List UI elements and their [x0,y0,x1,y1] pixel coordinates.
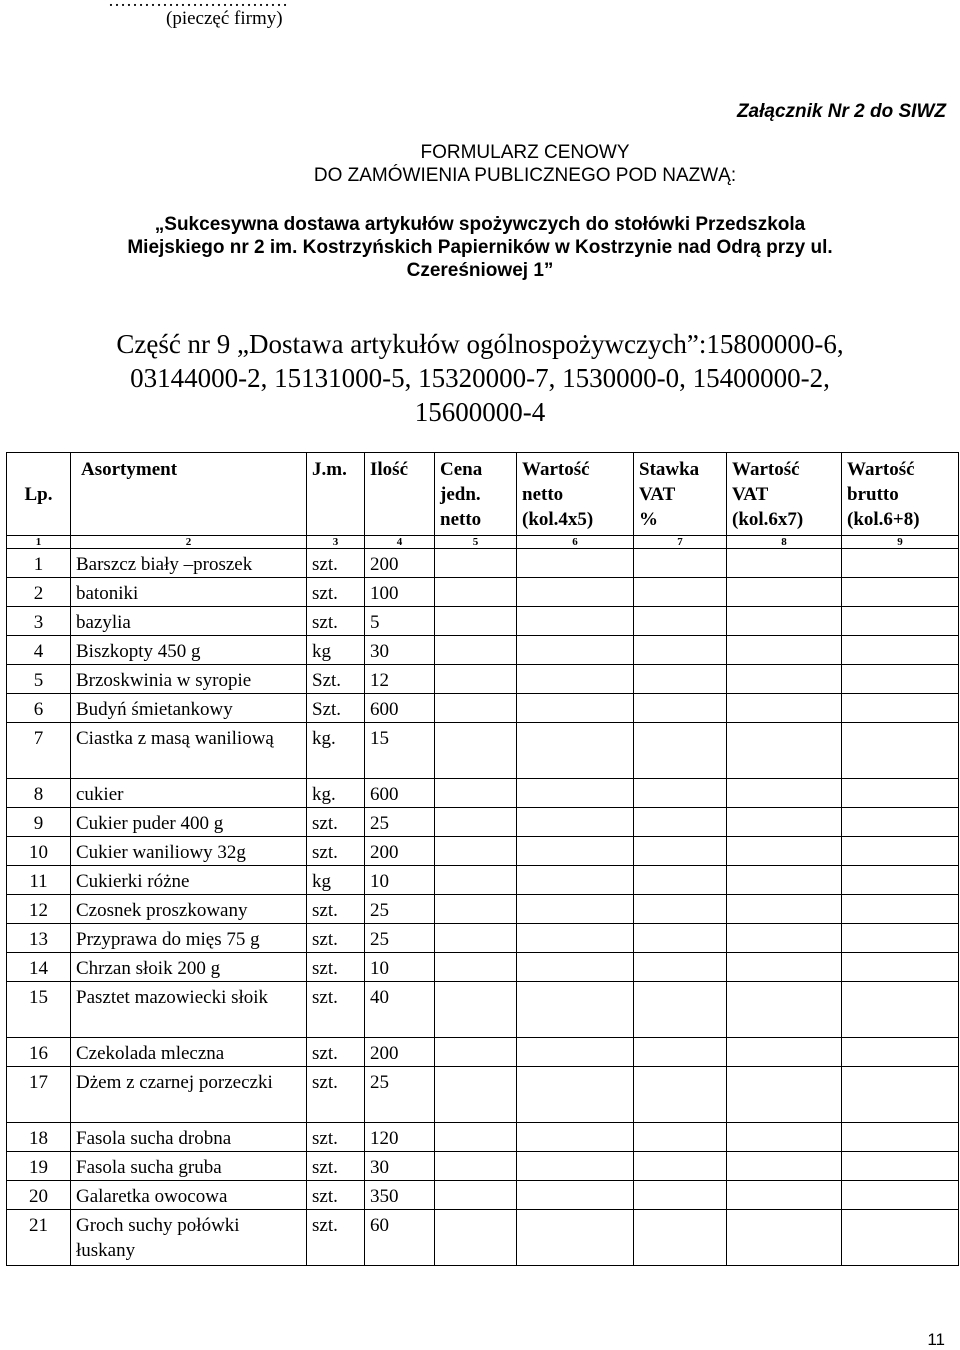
row-lp: 19 [7,1152,71,1181]
part-heading [80,327,880,429]
row-vat-rate [634,723,727,779]
row-vat-value [727,1210,842,1266]
stamp-dots: ………………………… [108,0,288,10]
row-qty: 25 [365,1067,435,1123]
row-gross-value [842,808,959,837]
row-vat-rate [634,665,727,694]
row-lp: 15 [7,982,71,1038]
header-asortyment: Asortyment [71,453,307,536]
row-vat-value [727,866,842,895]
header-line: Wartość [847,459,915,480]
row-gross-value [842,924,959,953]
header-wartosc-netto [517,453,634,536]
header-jm: J.m. [307,453,365,536]
row-unit: szt. [307,837,365,866]
row-vat-rate [634,636,727,665]
row-vat-value [727,837,842,866]
form-title-line: DO ZAMÓWIENIA PUBLICZNEGO POD NAZWĄ: [313,165,737,186]
row-vat-rate [634,1123,727,1152]
row-lp: 5 [7,665,71,694]
column-number: 7 [634,536,727,549]
row-gross-value [842,665,959,694]
header-line: brutto [847,484,899,505]
row-vat-value [727,665,842,694]
table-row [7,1038,959,1067]
row-name: Galaretka owocowa [71,1181,307,1210]
table-row [7,953,959,982]
row-name: Fasola sucha drobna [71,1123,307,1152]
row-net-value [517,665,634,694]
header-cena [435,453,517,536]
row-unit-price [435,953,517,982]
row-lp: 20 [7,1181,71,1210]
row-unit: kg. [307,723,365,779]
header-line: Cena [440,459,483,480]
row-qty: 200 [365,1038,435,1067]
row-unit-price [435,1152,517,1181]
row-unit-price [435,1067,517,1123]
table-row [7,694,959,723]
row-net-value [517,866,634,895]
column-number: 1 [7,536,71,549]
row-lp: 11 [7,866,71,895]
row-lp: 18 [7,1123,71,1152]
row-unit: szt. [307,1152,365,1181]
header-line: netto [522,484,564,505]
header-line: netto [440,509,482,530]
row-qty: 30 [365,636,435,665]
row-net-value [517,578,634,607]
header-wartosc-brutto [842,453,959,536]
row-vat-value [727,895,842,924]
form-title [0,141,960,187]
column-number-row [7,536,959,549]
row-net-value [517,1181,634,1210]
row-qty: 25 [365,808,435,837]
header-ilosc: Ilość [365,453,435,536]
row-lp: 3 [7,607,71,636]
row-gross-value [842,1210,959,1266]
row-net-value [517,636,634,665]
row-net-value [517,723,634,779]
row-unit: szt. [307,1181,365,1210]
row-unit: szt. [307,808,365,837]
row-unit: szt. [307,549,365,578]
row-qty: 60 [365,1210,435,1266]
table-row [7,578,959,607]
row-unit: kg [307,636,365,665]
row-unit: szt. [307,1210,365,1266]
row-gross-value [842,1067,959,1123]
page-number: 11 [927,1330,945,1349]
table-row [7,808,959,837]
row-unit: szt. [307,578,365,607]
row-qty: 12 [365,665,435,694]
row-gross-value [842,982,959,1038]
row-name: Budyń śmietankowy [71,694,307,723]
row-gross-value [842,866,959,895]
row-unit-price [435,665,517,694]
row-vat-value [727,1123,842,1152]
row-qty: 30 [365,1152,435,1181]
row-name: Pasztet mazowiecki słoik [71,982,307,1038]
table-row [7,1210,959,1266]
row-lp: 21 [7,1210,71,1266]
table-row [7,1067,959,1123]
table-row [7,1181,959,1210]
row-name: Dżem z czarnej porzeczki [71,1067,307,1123]
row-name: batoniki [71,578,307,607]
row-net-value [517,1152,634,1181]
header-line: jedn. [440,484,481,505]
row-vat-value [727,779,842,808]
header-line: (kol.4x5) [522,509,594,530]
subject-line: Miejskiego nr 2 im. Kostrzyńskich Papierników w Kostrzynie nad Odrą przy ul. [127,237,833,258]
row-net-value [517,982,634,1038]
row-name: cukier [71,779,307,808]
row-unit-price [435,924,517,953]
row-vat-rate [634,895,727,924]
row-net-value [517,1038,634,1067]
row-name: bazylia [71,607,307,636]
row-name: Biszkopty 450 g [71,636,307,665]
row-lp: 6 [7,694,71,723]
row-gross-value [842,549,959,578]
row-qty: 25 [365,924,435,953]
row-name: Czosnek proszkowany [71,895,307,924]
row-lp: 8 [7,779,71,808]
row-vat-value [727,982,842,1038]
column-number: 2 [71,536,307,549]
table-row [7,779,959,808]
row-name: Chrzan słoik 200 g [71,953,307,982]
row-net-value [517,1067,634,1123]
header-line: VAT [732,484,769,505]
row-unit-price [435,982,517,1038]
table-row [7,924,959,953]
header-line: Wartość [522,459,590,480]
row-vat-rate [634,1038,727,1067]
header-line: Wartość [732,459,800,480]
row-unit-price [435,549,517,578]
row-vat-rate [634,694,727,723]
table-row [7,636,959,665]
row-gross-value [842,1038,959,1067]
company-stamp-label: (pieczęć firmy) [166,8,283,29]
row-qty: 10 [365,866,435,895]
row-lp: 2 [7,578,71,607]
row-net-value [517,1210,634,1266]
row-vat-value [727,549,842,578]
row-net-value [517,808,634,837]
row-net-value [517,1123,634,1152]
row-gross-value [842,1123,959,1152]
row-name: Barszcz biały –proszek [71,549,307,578]
row-gross-value [842,723,959,779]
row-unit-price [435,1123,517,1152]
row-unit-price [435,723,517,779]
row-vat-rate [634,1067,727,1123]
row-unit: kg. [307,779,365,808]
row-lp: 1 [7,549,71,578]
row-lp: 13 [7,924,71,953]
annex-label: Załącznik Nr 2 do SIWZ [736,101,946,122]
row-qty: 15 [365,723,435,779]
row-qty: 600 [365,694,435,723]
header-line: (kol.6+8) [847,509,920,530]
row-vat-rate [634,607,727,636]
row-qty: 200 [365,837,435,866]
row-gross-value [842,953,959,982]
row-net-value [517,924,634,953]
table-row [7,837,959,866]
row-unit: szt. [307,607,365,636]
row-net-value [517,694,634,723]
column-number: 3 [307,536,365,549]
row-name: Cukierki różne [71,866,307,895]
row-net-value [517,607,634,636]
row-net-value [517,895,634,924]
row-gross-value [842,1181,959,1210]
row-unit-price [435,694,517,723]
row-vat-rate [634,1152,727,1181]
row-vat-rate [634,808,727,837]
header-wartosc-vat [727,453,842,536]
row-net-value [517,953,634,982]
row-vat-rate [634,982,727,1038]
row-lp: 10 [7,837,71,866]
row-name: Fasola sucha gruba [71,1152,307,1181]
table-header-row [7,453,959,536]
form-title-line: FORMULARZ CENOWY [420,142,630,163]
column-number: 6 [517,536,634,549]
row-qty: 120 [365,1123,435,1152]
row-gross-value [842,837,959,866]
row-gross-value [842,694,959,723]
row-unit-price [435,607,517,636]
row-qty: 350 [365,1181,435,1210]
row-net-value [517,549,634,578]
row-unit: szt. [307,953,365,982]
row-unit-price [435,578,517,607]
row-unit: szt. [307,924,365,953]
row-vat-value [727,953,842,982]
row-unit-price [435,1038,517,1067]
row-name: Czekolada mleczna [71,1038,307,1067]
row-vat-rate [634,1181,727,1210]
row-vat-value [727,1067,842,1123]
row-vat-value [727,607,842,636]
header-line: Stawka [639,459,700,480]
row-vat-rate [634,779,727,808]
header-line: (kol.6x7) [732,509,804,530]
row-vat-rate [634,953,727,982]
row-name: Brzoskwinia w syropie [71,665,307,694]
row-unit-price [435,1210,517,1266]
header-line: VAT [639,484,676,505]
row-vat-value [727,924,842,953]
row-unit: szt. [307,1038,365,1067]
row-unit-price [435,837,517,866]
table-row [7,549,959,578]
row-qty: 200 [365,549,435,578]
row-qty: 5 [365,607,435,636]
row-qty: 40 [365,982,435,1038]
row-vat-value [727,636,842,665]
row-vat-value [727,808,842,837]
table-row [7,665,959,694]
row-net-value [517,837,634,866]
part-line: Część nr 9 „Dostawa artykułów ogólnospożywczych”:15800000-6, [116,329,844,359]
row-unit-price [435,1181,517,1210]
row-unit-price [435,636,517,665]
table-row [7,607,959,636]
row-vat-value [727,578,842,607]
table-row [7,866,959,895]
row-unit-price [435,808,517,837]
subject-line: „Sukcesywna dostawa artykułów spożywczych do stołówki Przedszkola [154,214,806,235]
row-gross-value [842,578,959,607]
row-gross-value [842,636,959,665]
row-gross-value [842,895,959,924]
row-lp: 14 [7,953,71,982]
row-vat-rate [634,866,727,895]
column-number: 4 [365,536,435,549]
row-vat-rate [634,1210,727,1266]
row-qty: 100 [365,578,435,607]
row-vat-rate [634,837,727,866]
row-qty: 10 [365,953,435,982]
row-unit: szt. [307,895,365,924]
row-qty: 600 [365,779,435,808]
header-line: % [639,509,658,530]
table-row [7,723,959,779]
row-vat-rate [634,924,727,953]
row-vat-rate [634,578,727,607]
row-unit: szt. [307,982,365,1038]
row-vat-value [727,694,842,723]
row-unit-price [435,779,517,808]
row-name: Groch suchy połówki łuskany [71,1210,307,1266]
order-subject [0,213,960,282]
row-name: Ciastka z masą waniliową [71,723,307,779]
row-net-value [517,779,634,808]
subject-line: Czereśniowej 1” [406,260,554,281]
row-name: Przyprawa do mięs 75 g [71,924,307,953]
row-unit-price [435,866,517,895]
row-qty: 25 [365,895,435,924]
part-line: 15600000-4 [414,397,546,427]
row-lp: 17 [7,1067,71,1123]
row-vat-value [727,1152,842,1181]
column-number: 9 [842,536,959,549]
part-line: 03144000-2, 15131000-5, 15320000-7, 1530000-0, 15400000-2, [130,363,830,393]
row-unit: kg [307,866,365,895]
price-table [6,452,959,1266]
row-vat-rate [634,549,727,578]
header-stawka-vat [634,453,727,536]
row-lp: 12 [7,895,71,924]
row-lp: 16 [7,1038,71,1067]
row-unit: Szt. [307,694,365,723]
row-unit-price [435,895,517,924]
table-row [7,1152,959,1181]
row-lp: 9 [7,808,71,837]
row-name: Cukier puder 400 g [71,808,307,837]
row-vat-value [727,723,842,779]
table-row [7,1123,959,1152]
table-row [7,982,959,1038]
row-unit: Szt. [307,665,365,694]
row-vat-value [727,1181,842,1210]
row-unit: szt. [307,1123,365,1152]
row-lp: 4 [7,636,71,665]
row-gross-value [842,779,959,808]
header-lp: Lp. [7,453,71,536]
row-unit: szt. [307,1067,365,1123]
table-row [7,895,959,924]
row-vat-value [727,1038,842,1067]
column-number: 5 [435,536,517,549]
row-gross-value [842,1152,959,1181]
row-name: Cukier waniliowy 32g [71,837,307,866]
column-number: 8 [727,536,842,549]
row-gross-value [842,607,959,636]
row-lp: 7 [7,723,71,779]
